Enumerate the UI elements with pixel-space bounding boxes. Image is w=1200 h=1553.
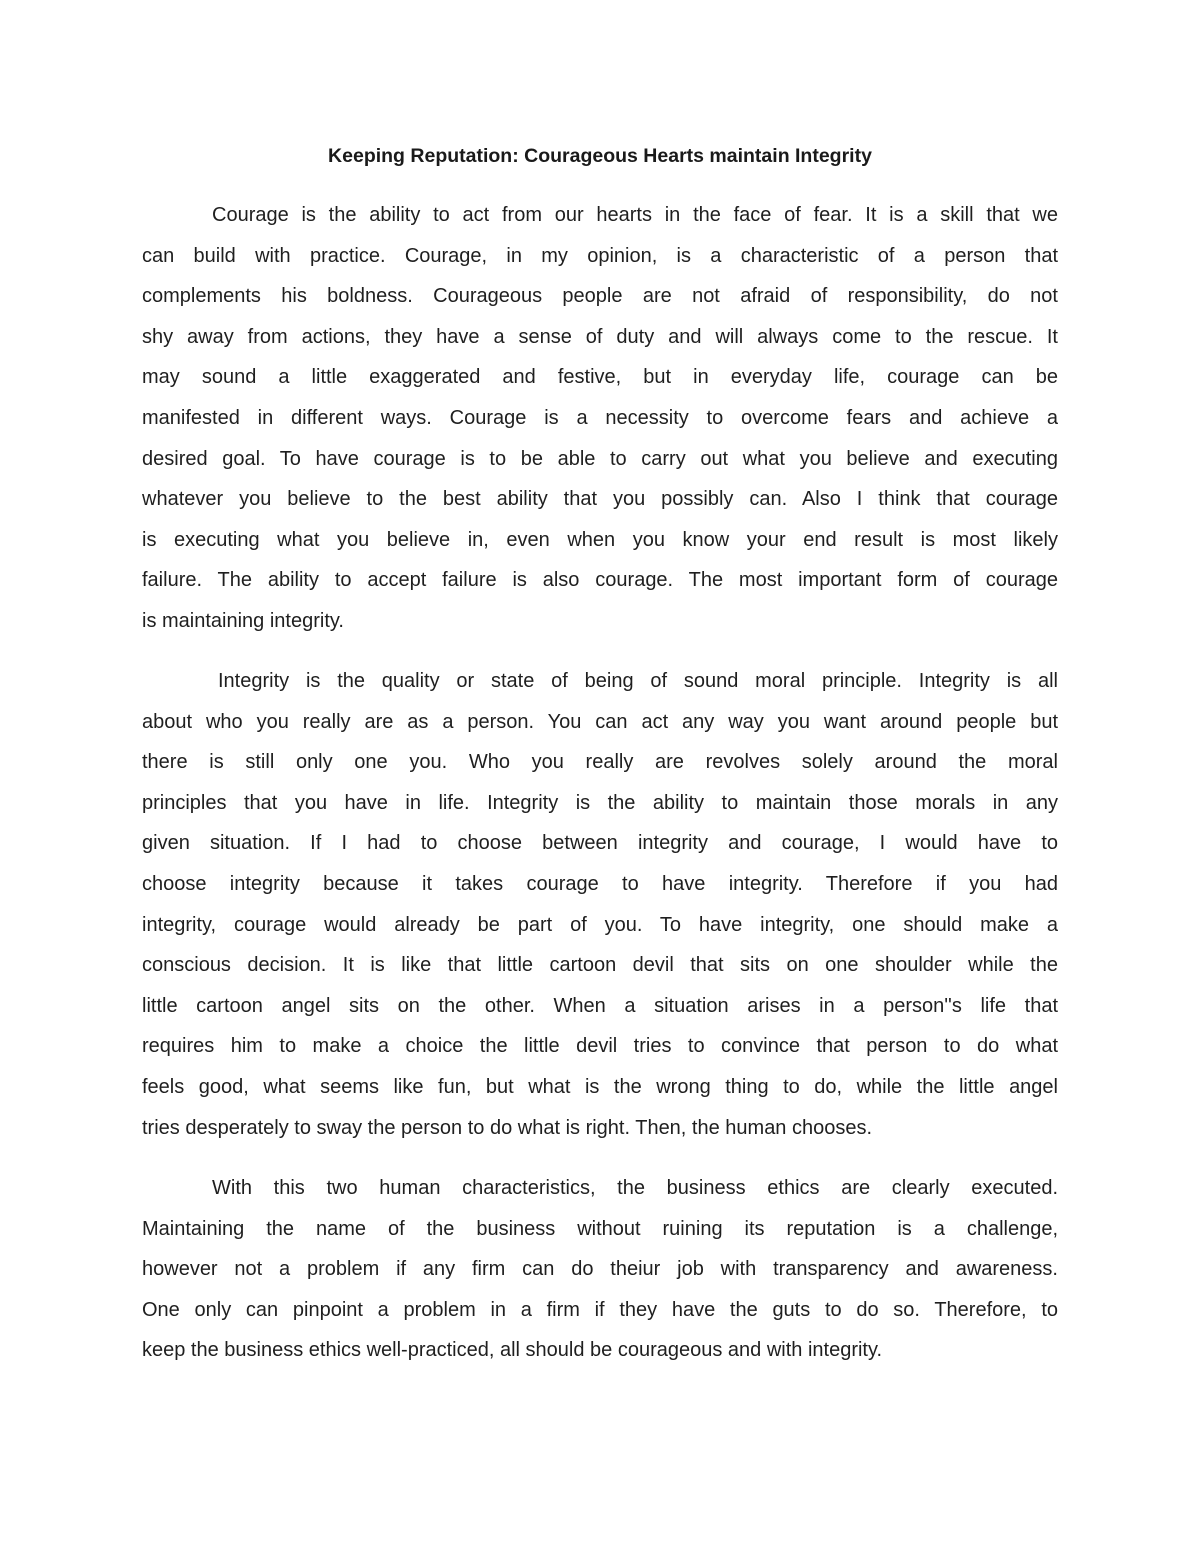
paragraph-line: conscious decision. It is like that little cartoon devil that sits on one shoulder while the — [142, 954, 1058, 977]
paragraph-line: about who you really are as a person. You can act any way you want around people but — [142, 710, 1058, 733]
paragraph-line: feels good, what seems like fun, but what is the wrong thing to do, while the little angel — [142, 1075, 1058, 1098]
paragraph-line: desired goal. To have courage is to be able to carry out what you believe and executing — [142, 447, 1058, 470]
paragraph-line: is maintaining integrity. — [142, 609, 344, 632]
paragraph-line: One only can pinpoint a problem in a firm if they have the guts to do so. Therefore, to — [142, 1298, 1058, 1321]
paragraph-line: little cartoon angel sits on the other. When a situation arises in a person''s life that — [142, 994, 1058, 1017]
paragraph-integrity — [142, 661, 1058, 1148]
paragraph-line: Integrity is the quality or state of being of sound moral principle. Integrity is all — [218, 670, 1058, 692]
paragraph-line: given situation. If I had to choose between integrity and courage, I would have to — [142, 832, 1058, 855]
paragraph-line: tries desperately to sway the person to do what is right. Then, the human chooses. — [142, 1116, 873, 1139]
paragraph-line: choose integrity because it takes courage to have integrity. Therefore if you had — [142, 872, 1058, 895]
paragraph-courage — [142, 195, 1058, 642]
paragraph-line: principles that you have in life. Integrity is the ability to maintain those morals in any — [142, 791, 1058, 814]
paragraph-line: failure. The ability to accept failure is also courage. The most important form of courage — [142, 569, 1058, 592]
paragraph-line: Courage is the ability to act from our hearts in the face of fear. It is a skill that we — [212, 204, 1058, 226]
paragraph-line: shy away from actions, they have a sense of duty and will always come to the rescue. It — [142, 325, 1058, 348]
paragraph-line: Maintaining the name of the business without ruining its reputation is a challenge, — [142, 1217, 1058, 1240]
paragraph-line: is executing what you believe in, even when you know your end result is most likely — [142, 528, 1058, 551]
paragraph-line: integrity, courage would already be part of you. To have integrity, one should make a — [142, 913, 1058, 936]
paragraph-line: may sound a little exaggerated and festive, but in everyday life, courage can be — [142, 366, 1058, 389]
paragraph-line: keep the business ethics well-practiced, all should be courageous and with integrity. — [142, 1339, 883, 1362]
paragraph-line: however not a problem if any firm can do theiur job with transparency and awareness. — [142, 1258, 1058, 1281]
paragraph-line: With this two human characteristics, the business ethics are clearly executed. — [212, 1177, 1058, 1199]
document-title: Keeping Reputation: Courageous Hearts maintain Integrity — [328, 145, 872, 167]
paragraph-line: complements his boldness. Courageous people are not afraid of responsibility, do not — [142, 285, 1058, 308]
paragraph-line: there is still only one you. Who you really are revolves solely around the moral — [142, 751, 1058, 774]
paragraph-business-ethics — [142, 1168, 1058, 1371]
paragraph-line: whatever you believe to the best ability that you possibly can. Also I think that courage — [142, 488, 1058, 511]
paragraph-line: requires him to make a choice the little devil tries to convince that person to do what — [142, 1035, 1058, 1058]
paragraph-line: manifested in different ways. Courage is a necessity to overcome fears and achieve a — [142, 406, 1058, 429]
paragraph-line: can build with practice. Courage, in my opinion, is a characteristic of a person that — [142, 244, 1058, 267]
